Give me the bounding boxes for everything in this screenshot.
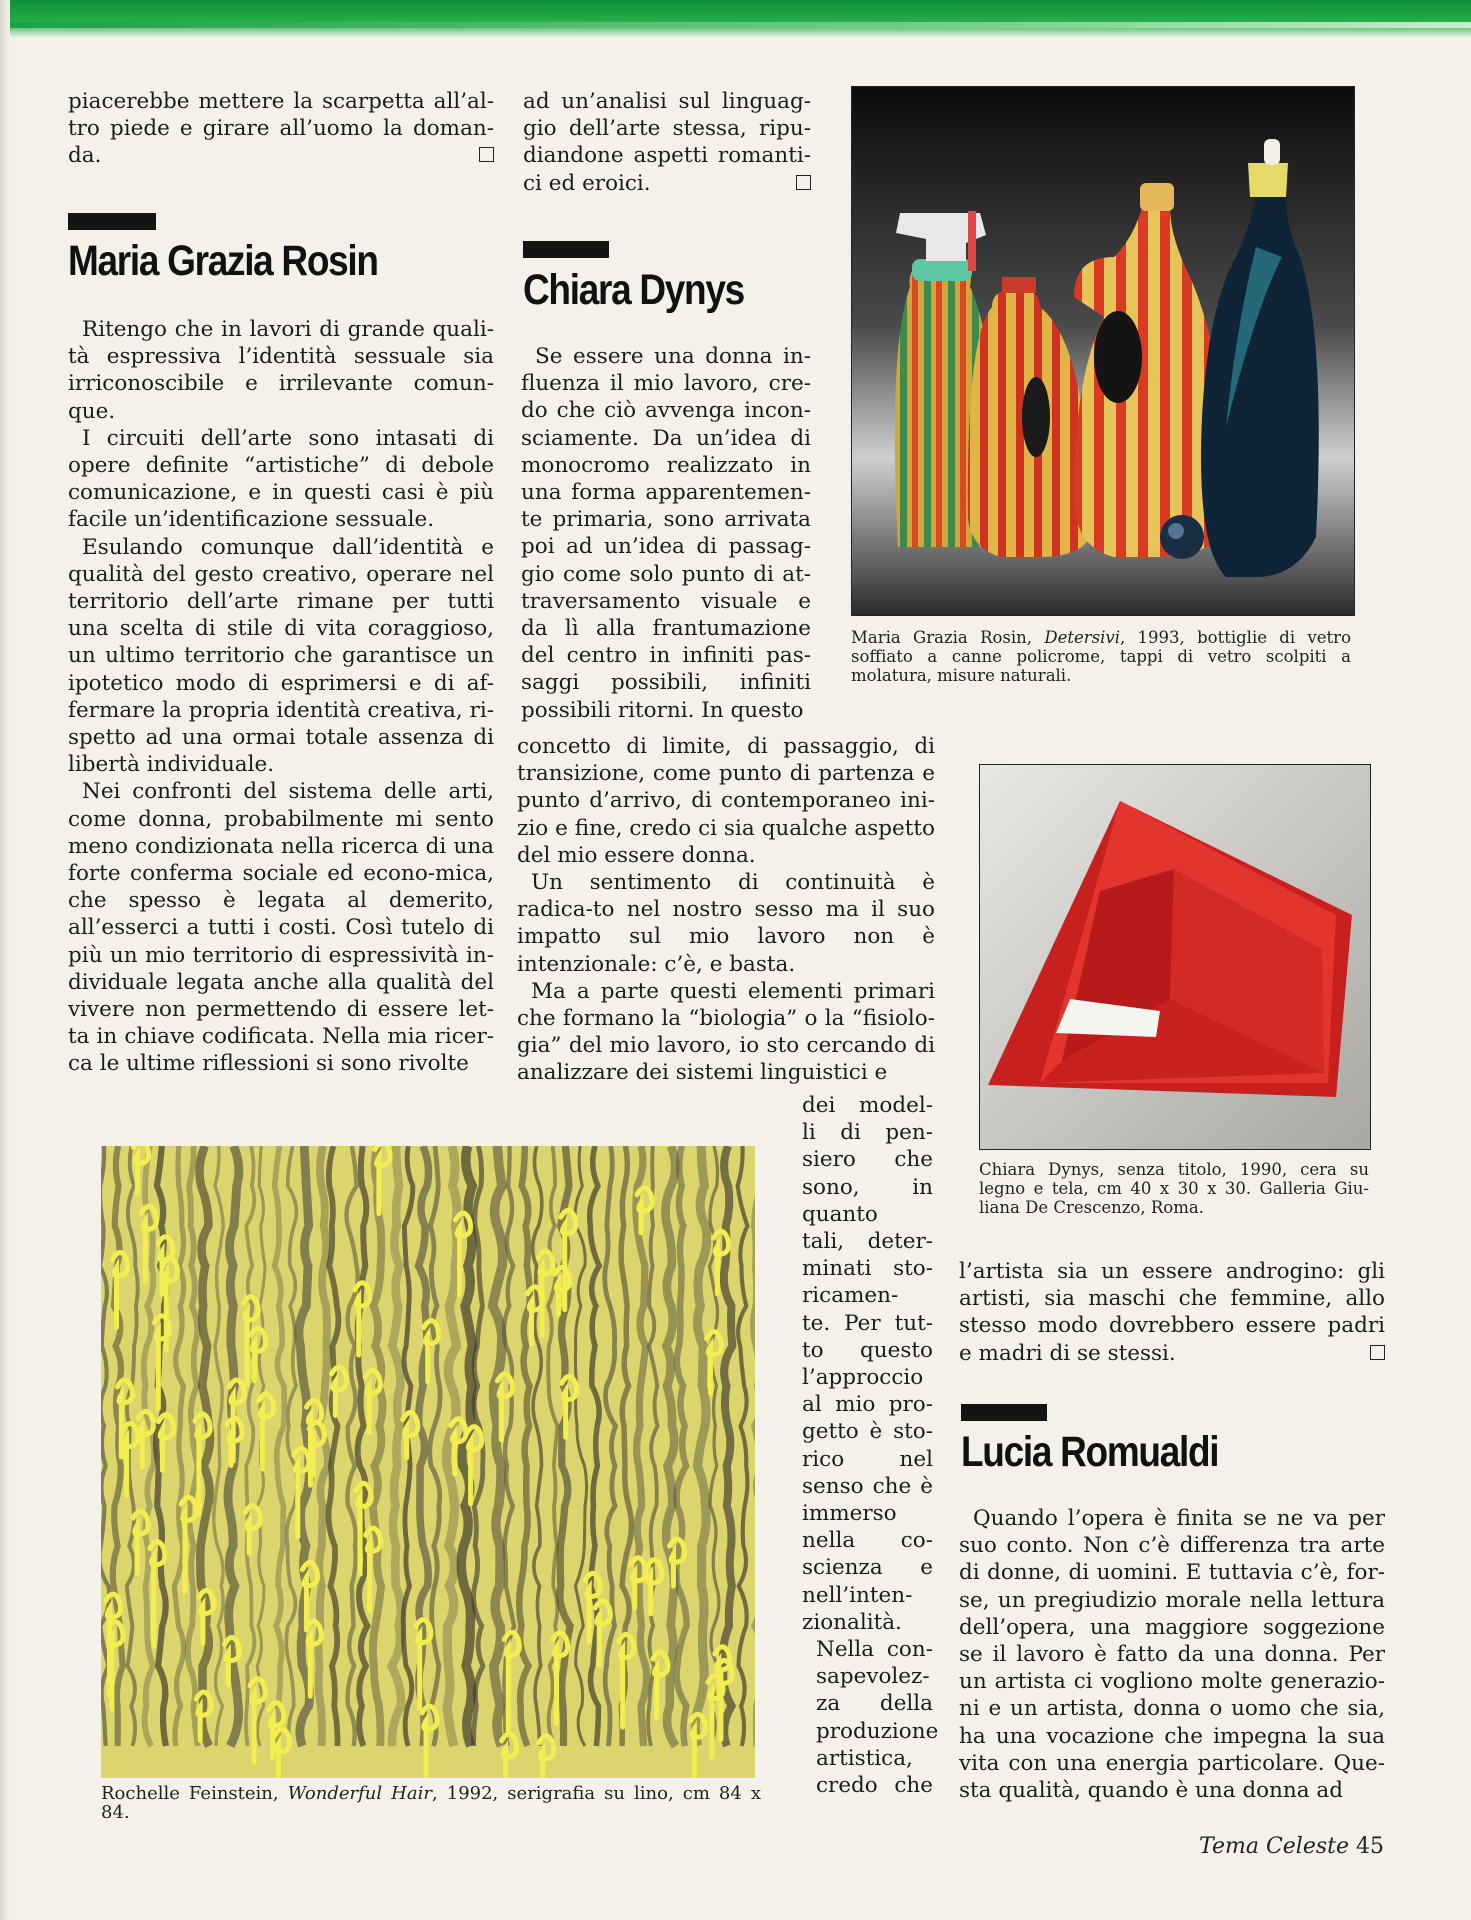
dynys-narrow-line: rico nel — [802, 1446, 933, 1472]
dynys-narrow-line: ricamen- — [802, 1283, 899, 1309]
feinstein-artwork-caption — [101, 1784, 761, 1822]
dynys-narrow-line: getto è sto- — [802, 1419, 933, 1445]
top-middle-text: ad un’analisi sul linguag-gio dell’arte stessa, ripu-diandone aspetti romanti-ci ed eroici. — [523, 89, 811, 196]
dynys-narrow-line: to questo — [802, 1337, 933, 1363]
top-left-text: piacerebbe mettere la scarpetta all’al-tro piede e girare all’uomo la doman-da. — [68, 89, 494, 169]
dynys-narrow-line: credo che — [816, 1773, 933, 1799]
dynys-narrow-line: dei model- — [802, 1093, 933, 1118]
dynys-paragraph-3: Ma a parte questi elementi primari che formano la “biologia” o la “fisiolo-gia” del mio lavoro, io sto cercando di analizzare dei sistemi linguistici e — [517, 978, 935, 1086]
wonderful-hair-illustration — [101, 1146, 755, 1778]
caption-dynys-text: Chiara Dynys, senza titolo, 1990, cera su legno e tela, cm 40 x 30 x 30. Galleria Giu-liana De Crescenzo, Roma. — [979, 1160, 1369, 1217]
romualdi-paragraph-1: Quando l’opera è finita se ne va per suo conto. Non c’è differenza tra arte di donne, di uomini. E tuttavia c’è, for-se, un pregiudizio morale nella lettura dell’opera, una maggiore soggezione se il lavoro è fatto da una donna. Per un artista ci vogliono molte generazio-ni e un artista, donna o uomo che sia, ha una vocazione che impegna la sua vita con una energia particolare. Que-sta qualità, quando è una donna ad — [959, 1506, 1385, 1804]
end-mark-icon — [796, 175, 811, 190]
dynys-narrow-line: minati sto- — [802, 1256, 933, 1282]
dynys-paragraph-1: Se essere una donna in-fluenza il mio lavoro, cre-do che ciò avvenga incon-sciamente. Da un’idea di monocromo realizzato in una forma apparentemen-te primaria, sono arrivata poi ad un’idea di passag-gio come solo punto di at-traversamento visuale e da lì alla frantumazione del centro in infiniti pas-saggi possibili, infiniti possibili ritorni. In questo — [521, 344, 811, 723]
caption-rosin-details: , 1993, bottiglie di vetro soffiato a canne policrome, tappi di vetro scolpiti a molatura, misure naturali. — [851, 628, 1351, 685]
section-bar-romualdi — [961, 1404, 1047, 1421]
caption-rosin-artist: Maria Grazia Rosin, — [851, 628, 1045, 647]
section-bar-dynys — [523, 241, 609, 258]
dynys-narrow-line: li di pen- — [802, 1120, 933, 1146]
page-gutter-shadow — [0, 0, 10, 1920]
dynys-text-upper — [521, 343, 811, 724]
dynys-paragraph-1-continued: concetto di limite, di passaggio, di transizione, come punto di partenza e punto d’arrivo, di contemporaneo ini-zio e fine, credo ci sia qualche aspetto del mio essere donna. — [517, 734, 935, 868]
caption-rosin-title: Detersivi — [1044, 628, 1120, 647]
end-mark-icon — [1370, 1345, 1385, 1360]
dynys-narrow-line: zionalità. — [802, 1609, 902, 1635]
end-mark-icon — [479, 147, 494, 162]
rosin-paragraph-4: Nei confronti del sistema delle arti, come donna, probabilmente mi sento meno condizionata nella ricerca di una forte conferma sociale ed econo-mica, che spesso è legata al demerito, all’esserci a tutti i costi. Così tutelo di più un mio territorio di espressività in-dividuale legata anche alla qualità del vivere non permettendo di essere let-ta in chiave codificata. Nella mia ricer-ca le ultime riflessioni si sono rivolte — [68, 779, 494, 1077]
dynys-paragraph-2: Un sentimento di continuità è radica-to nel nostro sesso ma il suo impatto sul mio lavoro non è intenzionale: c’è, e basta. — [517, 870, 935, 977]
top-middle-paragraph — [523, 88, 811, 197]
dynys-narrow-line: immerso — [802, 1501, 897, 1527]
top-color-band — [0, 0, 1471, 38]
dynys-narrow-line: scienza e — [802, 1555, 933, 1581]
dynys-narrow-line: senso che è — [802, 1473, 933, 1499]
dynys-narrow-line: te. Per tut- — [802, 1310, 933, 1336]
caption-feinstein-details: , 1992, serigrafia su lino, cm 84 x 84. — [101, 1783, 762, 1823]
footer-page-number: 45 — [1356, 1834, 1384, 1859]
rosin-paragraph-3: Esulando comunque dall’identità e qualità del gesto creativo, operare nel territorio dell’arte rimane per tutti una scelta di stile di vita coraggioso, un ultimo territorio che garantisce un ipotetico modo di esprimersi e di af-fermare la propria identità creativa, ri-spetto ad una ormai totale assenza di libertà individuale. — [68, 534, 494, 778]
top-left-paragraph — [68, 88, 494, 170]
section-heading-dynys: Chiara Dynys — [523, 266, 744, 314]
rosin-bottles-photo — [851, 86, 1355, 616]
dynys-photo-caption — [979, 1160, 1369, 1217]
section-heading-romualdi: Lucia Romualdi — [961, 1428, 1219, 1476]
rosin-photo-caption — [851, 628, 1351, 685]
rosin-article-text — [68, 316, 494, 1078]
bottles-illustration — [852, 87, 1355, 616]
dynys-conclusion — [959, 1258, 1385, 1367]
dynys-text-narrow — [802, 1092, 939, 1799]
dynys-narrow-line: l’approccio — [802, 1365, 924, 1391]
dynys-narrow-line: tali, deter- — [802, 1229, 933, 1255]
dynys-narrow-line: sapevolez- — [816, 1664, 930, 1690]
caption-feinstein-title: Wonderful Hair — [287, 1783, 432, 1804]
rosin-paragraph-2: I circuiti dell’arte sono intasati di opere definite “artistiche” di debole comunicazione, e in questi casi è più facile un’identificazione sessuale. — [68, 425, 494, 533]
section-bar-rosin — [68, 213, 156, 230]
dynys-narrow-line: artistica, — [816, 1745, 913, 1771]
dynys-narrow-line: quanto — [802, 1201, 878, 1227]
rosin-paragraph-1: Ritengo che in lavori di grande quali-tà espressiva l’identità sessuale sia irriconoscibile e irrilevante comun-que. — [68, 317, 494, 424]
caption-feinstein-artist: Rochelle Feinstein, — [101, 1783, 288, 1804]
dynys-narrow-line: Nella con- — [816, 1637, 933, 1663]
dynys-narrow-line: nell’inten- — [802, 1582, 913, 1608]
dynys-narrow-line: za della — [816, 1691, 933, 1717]
dynys-narrow-line: sono, in — [802, 1174, 933, 1200]
dynys-narrow-line: produzione — [816, 1718, 939, 1744]
dynys-narrow-line: nella co- — [802, 1528, 933, 1554]
page-footer — [1199, 1834, 1384, 1859]
dynys-narrow-line: siero che — [802, 1147, 933, 1173]
feinstein-artwork-photo — [101, 1146, 755, 1778]
section-heading-rosin: Maria Grazia Rosin — [68, 237, 378, 285]
red-box-illustration — [980, 765, 1371, 1150]
dynys-text-wide — [517, 733, 935, 1087]
dynys-conclusion-text: l’artista sia un essere androgino: gli artisti, sia maschi che femmine, allo stesso modo dovrebbero essere padri e madri di se stessi. — [959, 1259, 1385, 1366]
dynys-sculpture-photo — [979, 764, 1371, 1150]
dynys-narrow-line: al mio pro- — [802, 1392, 933, 1418]
romualdi-article-text — [959, 1505, 1385, 1804]
footer-magazine-name: Tema Celeste — [1198, 1834, 1349, 1859]
